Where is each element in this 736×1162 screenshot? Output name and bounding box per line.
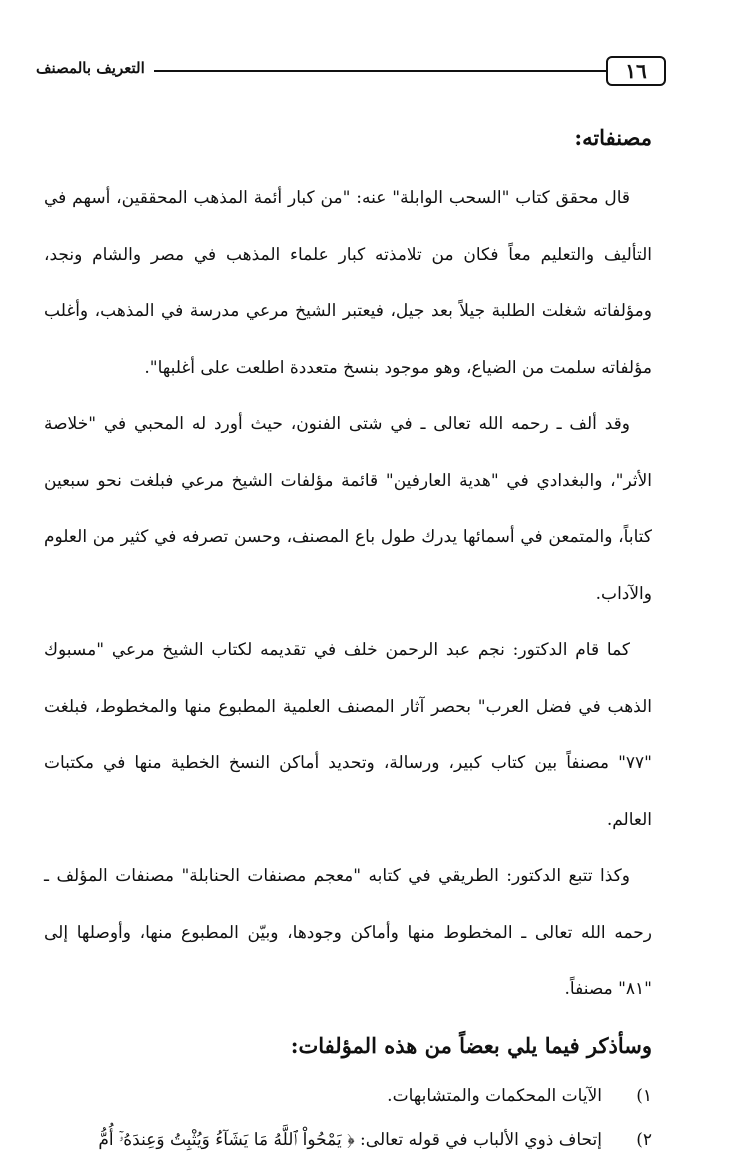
list-item bbox=[44, 1074, 652, 1118]
page-header bbox=[36, 56, 666, 92]
list-heading: وسأذكر فيما يلي بعضاً من هذه المؤلفات: bbox=[290, 1032, 652, 1058]
works-list bbox=[44, 1074, 652, 1162]
header-rule bbox=[154, 70, 606, 72]
page-number: ١٦ bbox=[606, 56, 666, 86]
paragraph: وقد ألف ـ رحمه الله تعالى ـ في شتى الفنون، حيث أورد له المحبي في "خلاصة الأثر"، والبغدادي في "هدية العارفين" قائمة مؤلفات الشيخ مرعي فبلغت نحو سبعين كتاباً، والمتمعن في أسمائها يدرك طول باع المصنف، وحسن تصرفه في كثير من العلوم والآداب. bbox=[44, 414, 652, 604]
section-heading: مصنفاته: bbox=[574, 125, 652, 150]
paragraph: وكذا تتبع الدكتور: الطريقي في كتابه "معجم مصنفات الحنابلة" مصنفات المؤلف ـ رحمه الله تعالى ـ المخطوط منها وأماكن وجودها، وبيّن المطبوع منها، وأوصلها إلى "٨١" مصنفاً. bbox=[44, 866, 652, 999]
page-content bbox=[44, 118, 652, 1162]
paragraph: كما قام الدكتور: نجم عبد الرحمن خلف في تقديمه لكتاب الشيخ مرعي "مسبوك الذهب في فضل العرب" بحصر آثار المصنف العلمية المطبوع منها والمخطوط، فبلغت "٧٧" مصنفاً بين كتاب كبير، ورسالة، وتحديد أماكن النسخ الخطية منها في مكتبات العالم. bbox=[44, 640, 652, 830]
running-title: التعريف بالمصنف bbox=[36, 59, 145, 77]
list-item bbox=[44, 1118, 652, 1162]
paragraph: قال محقق كتاب "السحب الوابلة" عنه: "من كبار أئمة المذهب المحققين، أسهم في التأليف والتعليم معاً فكان من تلامذته كبار علماء المذهب في مصر والشام ونجد، ومؤلفاته شغلت الطلبة جيلاً بعد جيل، فيعتبر الشيخ مرعي مدرسة في المذهب، وأغلب مؤلفاته سلمت من الضياع، وهو موجود بنسخ متعددة اطلعت على أغلبها". bbox=[44, 188, 652, 378]
list-item-text: إتحاف ذوي الألباب في قوله تعالى: ﴿ يَمْحُواْ ٱللَّهُ مَا يَشَآءُ وَيُثْبِتُ وَعِندَهُۥٓ أُمُّ bbox=[98, 1129, 602, 1150]
list-item-text: الآيات المحكمات والمتشابهات. bbox=[387, 1085, 602, 1106]
list-item-number: ١) bbox=[636, 1085, 652, 1106]
list-item-number: ٢) bbox=[636, 1129, 652, 1150]
